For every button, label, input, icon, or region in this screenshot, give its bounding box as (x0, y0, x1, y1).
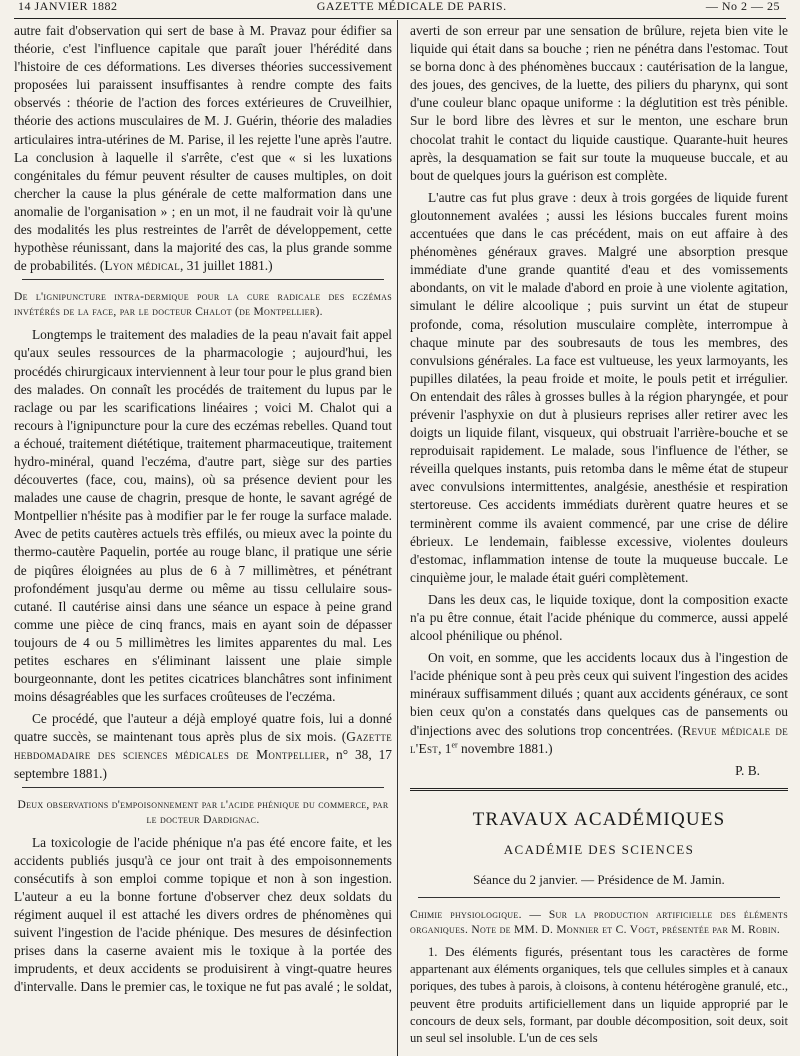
article-paragraph: Dans les deux cas, le liquide toxique, dont la composition exacte n'a pu être connue, était l'acide phénique du commerce, aussi appelé alcool phénilique ou phénol. (410, 591, 788, 644)
section-rule (418, 897, 780, 898)
article-paragraph: Longtemps le traitement des maladies de la peau n'avait fait appel qu'aux seules ressources de la pharmacologie ; aujourd'hui, les procédés chirurgicaux interviennent à leur tour pour le plus grand bien des malades. On connaît les procédés de traitement du lupus par le raclage ou par les scarifications linéaires ; voici M. Chalot qui a recours à l'ignipuncture pour la cure des eczémas rebelles. Quand tout a échoué, traitement diététique, traitement pharmaceutique, traitement hydro-minéral, quand l'eczéma, d'autre part, siège sur des parties découvertes (face, cou, mains), où sa présence devient pour les malades une cause de chagrin, presque de honte, le savant agrégé de Montpellier n'hésite pas à modifier par le fer rouge la surface malade. Avec de petits cautères actuels très effilés, ou mieux avec la pointe du thermo-cautère Paquelin, portée au rouge blanc, il pratique une série de piqûres éloignées au plus de 6 à 7 millimètres, et pénétrant profondément jusqu'au derme ou même au tissu cellulaire sous-cutané. Il cautérise ainsi dans une séance un espace à peine grand comme une pièce de cinq francs, mais en ayant soin de dépasser toujours de 4 ou 5 millimètres les limites apparentes du mal. Les petites eschares en s'éliminant laissent une plaie simple bourgeonnante, dont les petites cicatrices blanchâtres sont infiniment moins désagréables que les surfaces croûteuses de l'eczéma. (14, 327, 392, 705)
left-column (14, 22, 392, 1001)
article-paragraph: averti de son erreur par une sensation de brûlure, rejeta bien vite le liquide qui était dans sa bouche ; rien ne pénétra dans l'estomac. Tout se borna donc à des phénomènes buccaux : cautérisation de la langue, des joues, des gencives, de la luette, des piliers du pharynx, qui sont d'une couleur blanc opaque uniforme : la déglutition est très pénible. Sur le bord libre des lèvres et sur le menton, une eschare brun chocolat trahit le contact du liquide caustique. Quarante-huit heures après, la desquamation se fait sur toute la muqueuse buccale, et au bout de quelques jours la guérison est complète. (410, 23, 788, 183)
column-divider (397, 20, 398, 1056)
article-paragraph: 1. Des éléments figurés, présentant tous les caractères de forme appartenant aux éléments organiques, tels que cellules simples et à canaux poriques, des tubes à parois, à cloisons, à contenu hétérogène granulé, etc., peuvent être produits artificiellement dans un liquide approprié par le concours de deux sels, formant, par double décomposition, soit deux, soit un seul sel insoluble. L'un de ces sels (410, 945, 788, 1046)
subsection-heading: ACADÉMIE DES SCIENCES (503, 841, 695, 857)
running-header (18, 0, 780, 12)
article-paragraph: Ce procédé, que l'auteur a déjà employé quatre fois, lui a donné quatre succès, se maintenant tous après plus de six mois. (Gazette hebdomadaire des sciences médicales de Montpellier, n° 38, 17 septembre 1881.) (14, 711, 392, 781)
article-title: Deux observations d'empoisonnement par l'acide phénique du commerce, par le docteur Dardignac. (17, 798, 389, 826)
section-rule (22, 787, 384, 788)
session-line: Séance du 2 janvier. — Présidence de M. Jamin. (473, 871, 725, 887)
header-journal-title: GAZETTE MÉDICALE DE PARIS. (316, 0, 507, 13)
article-paragraph: On voit, en somme, que les accidents locaux dus à l'ingestion de l'acide phénique sont à peu près ceux qui suivent l'ingestion des acides minéraux suffisamment dilués ; quant aux accidents généraux, ce sont bien ceux qu'on a constatés dans quelques cas de pansements ou d'injections avec des solutions trop concentrées. (Revue médicale de l'Est, 1er novembre 1881.) (410, 650, 788, 756)
article-title: Chimie physiologique. — Sur la production artificielle des éléments organiques. Note de MM. D. Monnier et C. Vogt, présentée par M. Robin. (410, 909, 788, 937)
section-rule (22, 279, 384, 280)
author-signature: P. B. (735, 762, 760, 778)
header-date: 14 JANVIER 1882 (18, 0, 118, 13)
section-double-rule (410, 788, 788, 791)
article-title: De l'ignipuncture intra-dermique pour la cure radicale des eczémas invétérés de la face, par le docteur Chalot (de Montpellier). (14, 291, 392, 319)
article-paragraph: La toxicologie de l'acide phénique n'a pas été encore faite, et les accidents publiés jusqu'à ce jour ont trait à des empoisonnements consécutifs à son emploi comme topique et non à son ingestion. L'auteur a eu la bonne fortune d'observer chez deux soldats du régiment auquel il est attaché les divers ordres de phénomènes qui suivent l'ingestion de l'acide phénique. Des mesures de désinfection prises dans la caserne avaient mis le toxique à la portée des imprudents, et deux accidents se produisirent à vingt-quatre heures d'intervalle. Dans le premier cas, le toxique ne fut pas avalé ; le soldat, (14, 834, 392, 995)
header-rule (14, 18, 786, 19)
article-paragraph: autre fait d'observation qui sert de base à M. Pravaz pour édifier sa théorie, c'est l'influence capitale que paraît jouer l'hérédité dans l'histoire de ces déformations. Les diverses théories successivement proposées lui paraissent insuffisantes à rendre compte des faits observés : théorie de l'action des forces extérieures de Cruveilhier, théorie des actions musculaires de M. J. Guérin, théorie des maladies articulaires intra-utérines de M. Parise, il les rejette l'une après l'autre. La conclusion à laquelle il s'arrête, c'est que « si les luxations congénitales du fémur peuvent résulter de causes multiples, on doit chercher la cause la plus générale de cette malformation dans une anomalie de l'organisation » ; en un mot, il ne faudrait voir là qu'une des modalités les plus restreintes de l'arrêt de développement, cette hypothèse réunissant, dans la majorité des cas, la plus grande somme de probabilités. (Lyon médical, 31 juillet 1881.) (14, 23, 392, 274)
article-paragraph: L'autre cas fut plus grave : deux à trois gorgées de liquide furent gloutonnement avalées ; aussi les lésions buccales furent moins accentuées que dans le cas précédent, mais on eut affaire à des phénomènes généraux graves. Malgré une absorption presque immédiate d'une grande quantité d'eau et des vomissements abondants, on vit le malade d'abord en proie à une violente agitation, simulant le délire alcoolique ; puis survint un état de stupeur profonde, coma, résolution musculaire complète, interrompue à chaque minute par des soubresauts de tous les membres, des convulsions générales. La face est vultueuse, les yeux larmoyants, les pupilles dilatées, la peau froide et moite, le pouls petit et irrégulier. On entendait des râles à grosses bulles à la région pharyngée, et pour prévenir l'asphyxie on dut à plusieurs reprises aller retirer avec les doigts un liquide filant, visqueux, qui obstruait l'arrière-bouche et se reproduisait rapidement. Le malade, sous l'influence de l'éther, se réveilla quelques instants, puis retomba dans le même état de stupeur avec convulsions intermittentes, analgésie, anesthésie et respiration stertoreuse. Ces accidents immédiats durèrent quatre heures et se terminèrent comme ils avaient commencé, par une crise de délire ébrieux. Le lendemain, faiblesse excessive, violentes douleurs d'estomac, inflammation intense de toute la muqueuse buccale. Le cinquième jour, le malade était guéri complètement. (410, 189, 788, 585)
header-page-number: — No 2 — 25 (705, 0, 780, 13)
right-column (410, 22, 788, 1051)
section-heading: TRAVAUX ACADÉMIQUES (472, 808, 726, 830)
